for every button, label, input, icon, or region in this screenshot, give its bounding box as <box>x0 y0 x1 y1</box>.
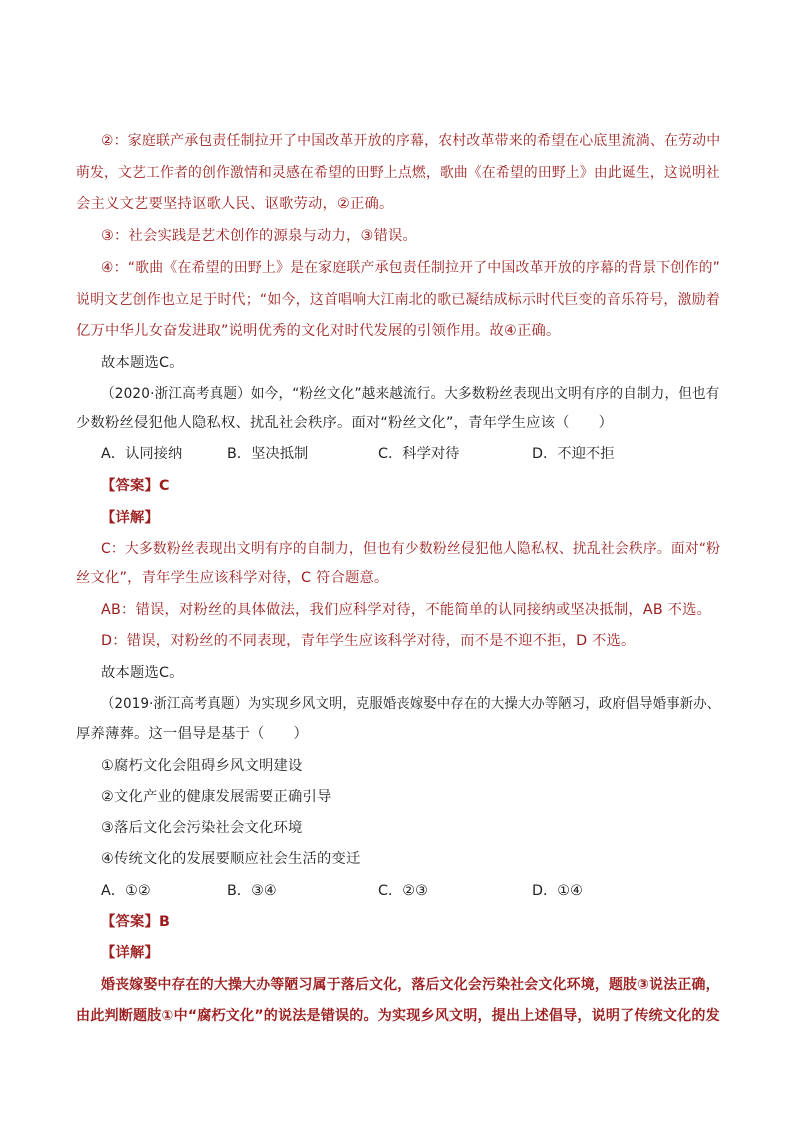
question-2-option-c: C．②③ <box>378 883 428 899</box>
question-1-option-b: B．坚决抵制 <box>227 446 309 462</box>
explanation-line-1: ②：家庭联产承包责任制拉开了中国改革开放的序幕，农村改革带来的希望在心底里流淌、在劳动中 <box>101 133 721 149</box>
explanation-line-5: ④：“歌曲《在希望的田野上》是在家庭联产承包责任制拉开了中国改革开放的序幕的背景下创作的” <box>101 260 721 276</box>
question-2-item-3: ③落后文化会污染社会文化环境 <box>101 820 303 836</box>
question-2-stem-line-1: （2019·浙江高考真题）为实现乡风文明，克服婚丧嫁娶中存在的大操大办等陋习，政府倡导婚事新办、 <box>101 696 721 712</box>
question-2-item-2: ②文化产业的健康发展需要正确引导 <box>101 789 332 805</box>
question-1-option-a: A．认同接纳 <box>101 446 183 462</box>
question-2-option-a: A．①② <box>101 883 151 899</box>
question-1-stem-line-2: 少数粉丝侵犯他人隐私权、扰乱社会秩序。面对“粉丝文化”，青年学生应该（ ） <box>76 415 614 431</box>
question-1-detail-line-3: AB：错误，对粉丝的具体做法，我们应科学对待，不能简单的认同接纳或坚决抵制，AB 不选。 <box>101 602 712 618</box>
question-1-option-c: C．科学对待 <box>378 446 460 462</box>
question-2-stem-line-2: 厚养薄葬。这一倡导是基于（ ） <box>76 726 308 742</box>
question-2-option-b: B．③④ <box>227 883 277 899</box>
question-2-detail-line-2: 由此判断题肢①中“腐朽文化”的说法是错误的。为实现乡风文明，提出上述倡导，说明了传统文化的发 <box>76 1008 720 1024</box>
question-2-option-d: D．①④ <box>532 883 583 899</box>
explanation-line-6: 说明文艺创作也立足于时代；“如今，这首唱响大江南北的歌已凝结成标示时代巨变的音乐符号，激励着 <box>76 292 720 308</box>
question-1-detail-line-4: D：错误，对粉丝的不同表现，青年学生应该科学对待，而不是不迎不拒，D 不选。 <box>101 633 636 649</box>
question-2-detail-line-1: 婚丧嫁娶中存在的大操大办等陋习属于落后文化，落后文化会污染社会文化环境，题肢③说法正确， <box>101 977 720 993</box>
question-2-item-4: ④传统文化的发展要顺应社会生活的变迁 <box>101 851 361 867</box>
explanation-line-4: ③：社会实践是艺术创作的源泉与动力，③错误。 <box>101 228 417 244</box>
question-2-answer: 【答案】B <box>101 914 171 930</box>
question-2-detail-label: 【详解】 <box>101 945 159 961</box>
question-1-answer: 【答案】C <box>101 478 170 494</box>
conclusion-1: 故本题选C。 <box>101 355 184 371</box>
question-2-item-1: ①腐朽文化会阻碍乡风文明建设 <box>101 758 303 774</box>
question-1-option-d: D．不迎不拒 <box>532 446 615 462</box>
question-1-detail-line-1: C：大多数粉丝表现出文明有序的自制力，但也有少数粉丝侵犯他人隐私权、扰乱社会秩序。面对“粉 <box>101 541 721 557</box>
conclusion-2: 故本题选C。 <box>101 665 184 681</box>
question-1-stem-line-1: （2020·浙江高考真题）如今，“粉丝文化”越来越流行。大多数粉丝表现出文明有序的自制力，但也有 <box>101 386 720 402</box>
question-1-detail-line-2: 丝文化”，青年学生应该科学对待，C 符合题意。 <box>76 570 389 586</box>
explanation-line-7: 亿万中华儿女奋发进取”说明优秀的文化对时代发展的引领作用。故④正确。 <box>76 323 561 339</box>
explanation-line-3: 会主义文艺要坚持讴歌人民、讴歌劳动，②正确。 <box>76 196 394 212</box>
explanation-line-2: 萌发，文艺工作者的创作激情和灵感在希望的田野上点燃，歌曲《在希望的田野上》由此诞生，这说明社 <box>76 165 720 181</box>
question-1-detail-label: 【详解】 <box>101 510 159 526</box>
